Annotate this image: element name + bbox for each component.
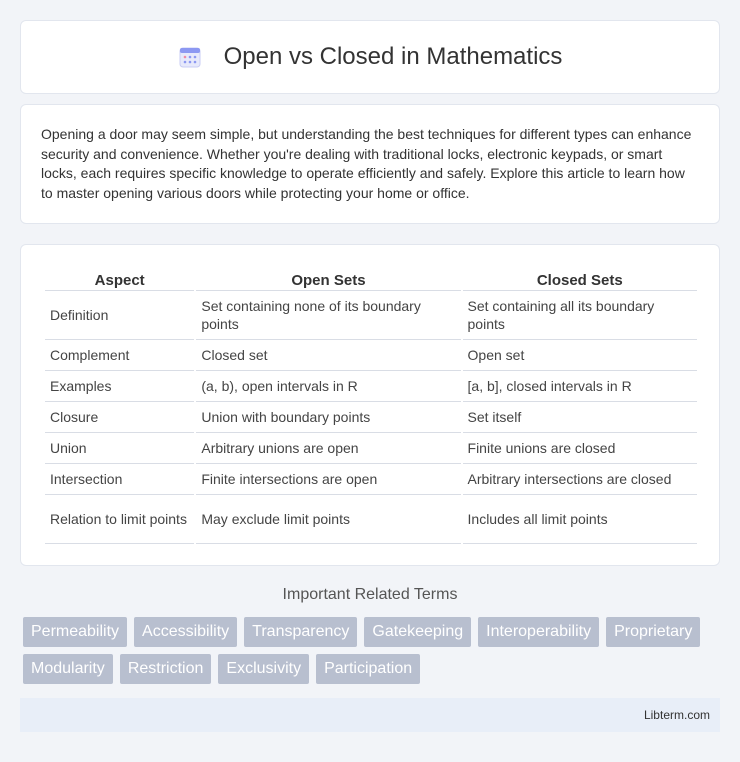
table-cell: Closed set [196, 340, 460, 371]
tag-transparency[interactable]: Transparency [244, 617, 357, 647]
tag-interoperability[interactable]: Interoperability [478, 617, 599, 647]
calendar-icon [178, 45, 202, 69]
table-cell: Definition [45, 291, 194, 340]
table-cell: [a, b], closed intervals in R [463, 371, 697, 402]
table-cell: Intersection [45, 464, 194, 495]
table-row [45, 402, 697, 433]
footer-site-link[interactable]: Libterm.com [643, 708, 710, 722]
tag-exclusivity[interactable]: Exclusivity [218, 654, 309, 684]
table-cell: Includes all limit points [463, 495, 697, 544]
table-row [45, 495, 697, 544]
tag-gatekeeping[interactable]: Gatekeeping [364, 617, 471, 647]
tag-accessibility[interactable]: Accessibility [134, 617, 237, 647]
table-row [45, 433, 697, 464]
comparison-table [43, 263, 699, 544]
table-cell: Set containing all its boundary points [463, 291, 697, 340]
table-cell: Set itself [463, 402, 697, 433]
table-row [45, 340, 697, 371]
related-terms-tags [23, 617, 713, 684]
column-header-closed-sets: Closed Sets [463, 263, 697, 291]
table-cell: Examples [45, 371, 194, 402]
table-row [45, 291, 697, 340]
table-cell: Arbitrary unions are open [196, 433, 460, 464]
table-cell: Finite intersections are open [196, 464, 460, 495]
header-card [20, 20, 720, 94]
tag-participation[interactable]: Participation [316, 654, 420, 684]
table-row [45, 371, 697, 402]
table-cell: Union [45, 433, 194, 464]
tag-restriction[interactable]: Restriction [120, 654, 212, 684]
tag-proprietary[interactable]: Proprietary [606, 617, 700, 647]
comparison-table-card [20, 244, 720, 566]
table-row [45, 464, 697, 495]
footer [20, 698, 720, 732]
intro-text: Opening a door may seem simple, but understanding the best techniques for different types can enhance security and convenience. Whether you're dealing with traditional locks, electronic keypads, or smart locks, each requires specific knowledge to operate efficiently and safely. Explore this article to learn how to master opening various doors while protecting your home or office. [41, 126, 692, 201]
table-cell: Closure [45, 402, 194, 433]
tag-modularity[interactable]: Modularity [23, 654, 113, 684]
table-cell: Complement [45, 340, 194, 371]
page-title: Open vs Closed in Mathematics [223, 43, 563, 70]
table-cell: Relation to limit points [45, 495, 194, 544]
related-terms-title: Important Related Terms [282, 586, 458, 603]
table-cell: (a, b), open intervals in R [196, 371, 460, 402]
column-header-aspect: Aspect [45, 263, 194, 291]
intro-card [20, 104, 720, 224]
table-cell: Open set [463, 340, 697, 371]
table-cell: Union with boundary points [196, 402, 460, 433]
table-cell: Set containing none of its boundary points [196, 291, 460, 340]
table-cell: May exclude limit points [196, 495, 460, 544]
column-header-open-sets: Open Sets [196, 263, 460, 291]
tag-permeability[interactable]: Permeability [23, 617, 127, 647]
table-header-row [45, 263, 697, 291]
table-cell: Finite unions are closed [463, 433, 697, 464]
table-cell: Arbitrary intersections are closed [463, 464, 697, 495]
